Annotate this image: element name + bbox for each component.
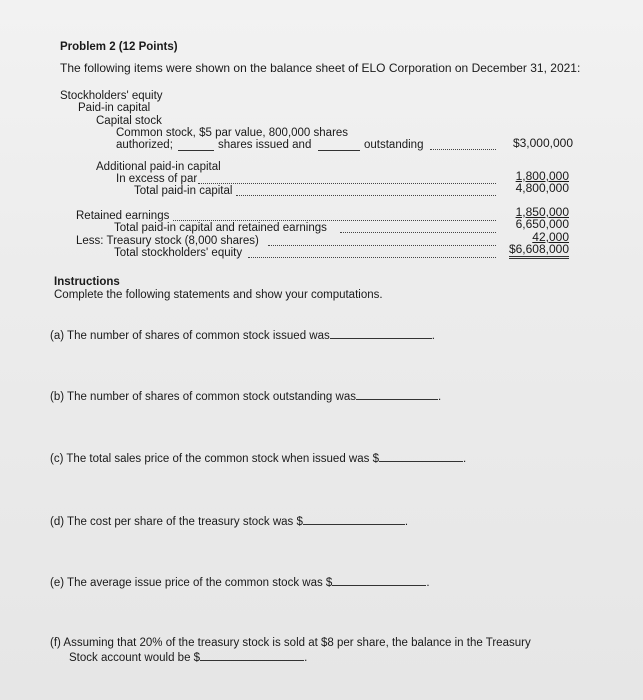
question-e-text: (e) The average issue price of the common stock was $ — [50, 577, 333, 589]
answer-d-blank[interactable] — [303, 514, 405, 525]
label-additional-paid-in: Additional paid-in capital — [96, 161, 221, 173]
leader-dots — [268, 244, 496, 246]
amount-total-paid-in: 4,800,000 — [515, 181, 569, 195]
label-total-paid-in-and-re: Total paid-in capital and retained earnings — [114, 222, 327, 234]
problem-intro: The following items were shown on the balance sheet of ELO Corporation on December 31, 2021: — [60, 61, 581, 75]
leader-dots — [248, 256, 496, 258]
question-d-text: (d) The cost per share of the treasury stock was $ — [50, 516, 303, 528]
label-common-stock: Common stock, $5 par value, 800,000 shares — [116, 127, 349, 139]
leader-dots — [173, 219, 496, 221]
label-shares-issued-and: shares issued and — [218, 139, 312, 151]
period: . — [426, 577, 430, 589]
answer-b-blank[interactable] — [356, 389, 438, 400]
period: . — [304, 652, 308, 664]
question-a-text: (a) The number of shares of common stock issued was — [50, 330, 330, 342]
question-c-text: (c) The total sales price of the common stock when issued was $ — [50, 453, 379, 465]
question-e — [50, 575, 430, 590]
label-paid-in-capital: Paid-in capital — [78, 102, 151, 114]
label-stockholders-equity: Stockholders' equity — [60, 90, 163, 102]
leader-dots — [340, 231, 496, 233]
period: . — [437, 391, 442, 403]
amount-total-stockholders-equity: $6,608,000 — [509, 242, 569, 259]
problem-title: Problem 2 (12 Points) — [60, 41, 178, 53]
instructions-text: Complete the following statements and show your computations. — [54, 289, 383, 301]
amount-retained-earnings: 1,850,000 — [515, 205, 569, 219]
question-c — [50, 451, 466, 466]
answer-f-blank[interactable] — [200, 650, 304, 661]
answer-a-blank[interactable] — [330, 328, 432, 339]
instructions-heading: Instructions — [54, 276, 120, 288]
question-f-line2 — [69, 650, 307, 665]
label-total-stockholders-equity: Total stockholders' equity — [114, 247, 243, 259]
amount-common-stock: $3,000,000 — [512, 136, 573, 150]
answer-e-blank[interactable] — [332, 575, 426, 586]
leader-dots — [198, 182, 496, 184]
question-d — [50, 514, 408, 529]
question-f-line1: (f) Assuming that 20% of the treasury stock is sold at $8 per share, the balance in the Treasury — [50, 637, 531, 649]
period: . — [404, 516, 409, 528]
question-b — [50, 389, 441, 404]
question-f-text: Stock account would be $ — [69, 652, 201, 664]
question-a — [50, 328, 435, 343]
blank-shares-outstanding — [318, 150, 360, 151]
blank-shares-issued — [178, 150, 214, 151]
label-authorized: authorized; — [116, 139, 173, 151]
amount-total-stockholders-equity-wrap — [509, 243, 569, 256]
label-total-paid-in: Total paid-in capital — [134, 185, 233, 197]
amount-total-paid-in-and-re: 6,650,000 — [515, 217, 569, 231]
answer-c-blank[interactable] — [379, 451, 463, 462]
label-retained-earnings: Retained earnings — [76, 210, 170, 222]
period: . — [431, 330, 435, 342]
label-capital-stock: Capital stock — [96, 115, 162, 127]
label-in-excess-of-par: In excess of par — [116, 173, 198, 185]
label-less-treasury-stock: Less: Treasury stock (8,000 shares) — [76, 235, 259, 247]
leader-dots — [236, 194, 496, 196]
amount-in-excess-of-par: 1,800,000 — [515, 169, 569, 183]
question-b-text: (b) The number of shares of common stock outstanding was — [50, 391, 356, 403]
label-outstanding: outstanding — [364, 139, 424, 151]
leader-dots — [430, 148, 496, 150]
amount-treasury-stock: 42,000 — [532, 230, 569, 244]
period: . — [462, 453, 467, 465]
